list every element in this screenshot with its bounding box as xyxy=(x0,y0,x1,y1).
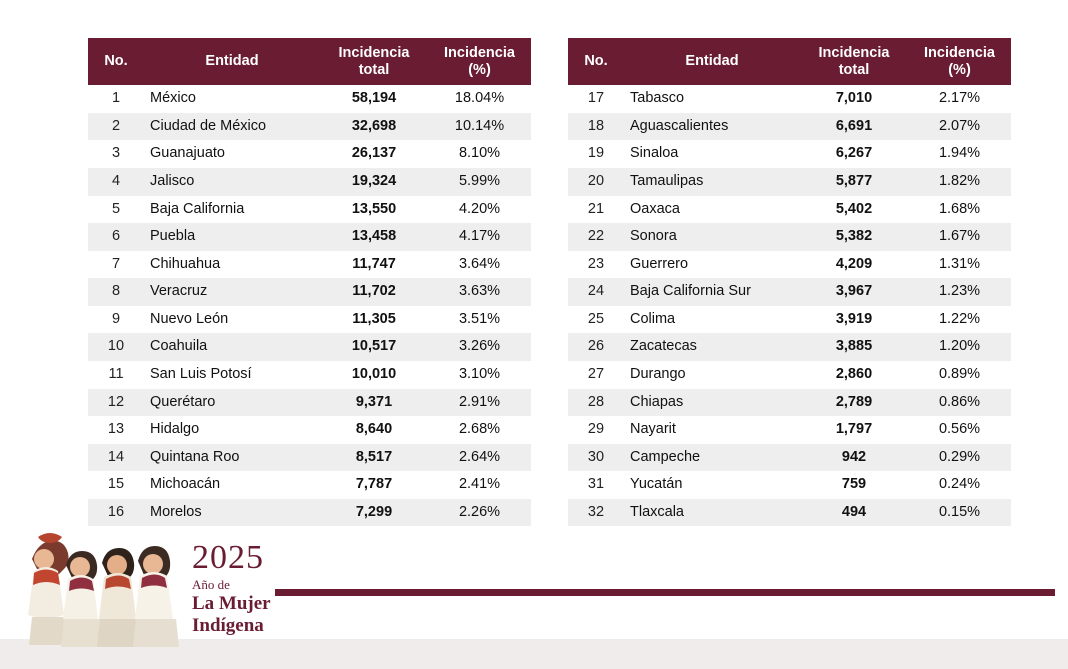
cell-no: 5 xyxy=(88,196,144,224)
table-row xyxy=(568,251,1011,279)
cell-incidencia-pct: 2.91% xyxy=(428,389,531,417)
header-incidencia-pct-line2: (%) xyxy=(948,61,971,78)
cell-no: 24 xyxy=(568,278,624,306)
cell-incidencia-pct: 1.68% xyxy=(908,196,1011,224)
cell-incidencia-total: 10,010 xyxy=(320,361,428,389)
cell-incidencia-total: 9,371 xyxy=(320,389,428,417)
logo-line-ano-de: Año de xyxy=(192,577,230,592)
cell-incidencia-pct: 3.64% xyxy=(428,251,531,279)
cell-incidencia-pct: 0.89% xyxy=(908,361,1011,389)
cell-no: 4 xyxy=(88,168,144,196)
footer-accent-rule xyxy=(275,589,1055,596)
cell-no: 13 xyxy=(88,416,144,444)
cell-entidad: Tabasco xyxy=(624,85,800,113)
cell-no: 31 xyxy=(568,471,624,499)
cell-entidad: Baja California Sur xyxy=(624,278,800,306)
cell-entidad: Puebla xyxy=(144,223,320,251)
cell-incidencia-pct: 1.31% xyxy=(908,251,1011,279)
logo-line-indigena: Indígena xyxy=(192,614,264,636)
table-left-body xyxy=(88,85,531,526)
table-row xyxy=(568,113,1011,141)
cell-entidad: Zacatecas xyxy=(624,333,800,361)
cell-entidad: Veracruz xyxy=(144,278,320,306)
header-incidencia-pct-line2: (%) xyxy=(468,61,491,78)
cell-no: 26 xyxy=(568,333,624,361)
cell-entidad: Durango xyxy=(624,361,800,389)
table-row xyxy=(568,168,1011,196)
cell-incidencia-total: 942 xyxy=(800,444,908,472)
cell-incidencia-pct: 3.26% xyxy=(428,333,531,361)
table-row xyxy=(88,444,531,472)
cell-incidencia-total: 8,640 xyxy=(320,416,428,444)
table-row xyxy=(88,278,531,306)
cell-incidencia-total: 5,382 xyxy=(800,223,908,251)
cell-incidencia-pct: 2.64% xyxy=(428,444,531,472)
cell-incidencia-total: 2,789 xyxy=(800,389,908,417)
logo-line-la-mujer: La Mujer xyxy=(192,593,271,615)
table-row xyxy=(568,85,1011,113)
table-header-row xyxy=(568,38,1011,85)
cell-no: 19 xyxy=(568,140,624,168)
cell-entidad: Coahuila xyxy=(144,333,320,361)
cell-incidencia-pct: 1.82% xyxy=(908,168,1011,196)
cell-incidencia-pct: 18.04% xyxy=(428,85,531,113)
cell-incidencia-total: 4,209 xyxy=(800,251,908,279)
cell-incidencia-pct: 2.68% xyxy=(428,416,531,444)
table-row xyxy=(568,361,1011,389)
cell-incidencia-total: 7,010 xyxy=(800,85,908,113)
cell-incidencia-total: 13,550 xyxy=(320,196,428,224)
cell-no: 30 xyxy=(568,444,624,472)
cell-incidencia-pct: 0.56% xyxy=(908,416,1011,444)
cell-incidencia-pct: 0.15% xyxy=(908,499,1011,527)
cell-incidencia-total: 58,194 xyxy=(320,85,428,113)
cell-incidencia-pct: 0.86% xyxy=(908,389,1011,417)
table-row xyxy=(88,251,531,279)
cell-no: 17 xyxy=(568,85,624,113)
cell-entidad: México xyxy=(144,85,320,113)
cell-no: 9 xyxy=(88,306,144,334)
logo-year: 2025 xyxy=(192,539,264,576)
cell-entidad: Quintana Roo xyxy=(144,444,320,472)
header-incidencia-total-line1: Incidencia xyxy=(818,45,890,61)
header-incidencia-pct xyxy=(428,38,531,85)
cell-incidencia-total: 6,691 xyxy=(800,113,908,141)
cell-entidad: Chihuahua xyxy=(144,251,320,279)
logo-text-block xyxy=(192,541,302,636)
cell-incidencia-total: 10,517 xyxy=(320,333,428,361)
cell-incidencia-total: 7,787 xyxy=(320,471,428,499)
cell-no: 8 xyxy=(88,278,144,306)
table-row xyxy=(88,389,531,417)
table-row xyxy=(88,85,531,113)
table-left-container xyxy=(88,38,515,526)
cell-incidencia-pct: 1.94% xyxy=(908,140,1011,168)
table-right-container xyxy=(568,38,995,526)
incidence-table-left xyxy=(88,38,531,526)
cell-no: 7 xyxy=(88,251,144,279)
cell-entidad: Sinaloa xyxy=(624,140,800,168)
table-row xyxy=(88,416,531,444)
cell-no: 21 xyxy=(568,196,624,224)
cell-no: 14 xyxy=(88,444,144,472)
cell-entidad: Nayarit xyxy=(624,416,800,444)
cell-no: 1 xyxy=(88,85,144,113)
cell-entidad: Sonora xyxy=(624,223,800,251)
table-row xyxy=(568,333,1011,361)
cell-incidencia-total: 11,702 xyxy=(320,278,428,306)
cell-incidencia-pct: 4.20% xyxy=(428,196,531,224)
table-header-row xyxy=(88,38,531,85)
cell-incidencia-pct: 3.10% xyxy=(428,361,531,389)
header-incidencia-total xyxy=(320,38,428,85)
table-row xyxy=(568,416,1011,444)
cell-incidencia-total: 759 xyxy=(800,471,908,499)
cell-incidencia-total: 5,402 xyxy=(800,196,908,224)
cell-entidad: Querétaro xyxy=(144,389,320,417)
cell-incidencia-pct: 1.67% xyxy=(908,223,1011,251)
cell-entidad: Aguascalientes xyxy=(624,113,800,141)
cell-incidencia-total: 11,747 xyxy=(320,251,428,279)
cell-incidencia-pct: 2.26% xyxy=(428,499,531,527)
table-row xyxy=(568,389,1011,417)
cell-no: 10 xyxy=(88,333,144,361)
cell-no: 11 xyxy=(88,361,144,389)
cell-no: 12 xyxy=(88,389,144,417)
header-entidad: Entidad xyxy=(624,38,800,85)
incidence-table-right xyxy=(568,38,1011,526)
cell-incidencia-total: 11,305 xyxy=(320,306,428,334)
cell-no: 18 xyxy=(568,113,624,141)
cell-incidencia-total: 3,885 xyxy=(800,333,908,361)
cell-incidencia-pct: 0.24% xyxy=(908,471,1011,499)
header-no: No. xyxy=(88,38,144,85)
cell-incidencia-pct: 2.41% xyxy=(428,471,531,499)
header-incidencia-total xyxy=(800,38,908,85)
table-right-body xyxy=(568,85,1011,526)
cell-no: 20 xyxy=(568,168,624,196)
cell-incidencia-total: 3,919 xyxy=(800,306,908,334)
cell-incidencia-total: 494 xyxy=(800,499,908,527)
cell-entidad: Morelos xyxy=(144,499,320,527)
cell-incidencia-total: 19,324 xyxy=(320,168,428,196)
table-row xyxy=(88,223,531,251)
cell-incidencia-pct: 1.22% xyxy=(908,306,1011,334)
cell-incidencia-pct: 0.29% xyxy=(908,444,1011,472)
cell-incidencia-total: 5,877 xyxy=(800,168,908,196)
table-row xyxy=(568,471,1011,499)
cell-incidencia-pct: 8.10% xyxy=(428,140,531,168)
header-incidencia-total-line1: Incidencia xyxy=(338,45,410,61)
cell-incidencia-pct: 1.20% xyxy=(908,333,1011,361)
header-no: No. xyxy=(568,38,624,85)
cell-incidencia-pct: 3.51% xyxy=(428,306,531,334)
cell-entidad: Chiapas xyxy=(624,389,800,417)
table-row xyxy=(88,168,531,196)
cell-incidencia-total: 26,137 xyxy=(320,140,428,168)
cell-no: 15 xyxy=(88,471,144,499)
cell-incidencia-total: 1,797 xyxy=(800,416,908,444)
table-row xyxy=(568,196,1011,224)
cell-incidencia-total: 3,967 xyxy=(800,278,908,306)
cell-entidad: Guanajuato xyxy=(144,140,320,168)
table-row xyxy=(568,140,1011,168)
cell-entidad: Baja California xyxy=(144,196,320,224)
header-incidencia-pct xyxy=(908,38,1011,85)
cell-incidencia-pct: 1.23% xyxy=(908,278,1011,306)
table-row xyxy=(88,471,531,499)
table-row xyxy=(88,113,531,141)
cell-entidad: Colima xyxy=(624,306,800,334)
cell-no: 16 xyxy=(88,499,144,527)
cell-incidencia-total: 13,458 xyxy=(320,223,428,251)
cell-entidad: Oaxaca xyxy=(624,196,800,224)
table-row xyxy=(568,306,1011,334)
cell-entidad: Michoacán xyxy=(144,471,320,499)
cell-no: 27 xyxy=(568,361,624,389)
government-logo xyxy=(14,525,274,645)
header-incidencia-pct-line1: Incidencia xyxy=(924,45,995,61)
cell-incidencia-total: 32,698 xyxy=(320,113,428,141)
table-left-header xyxy=(88,38,531,85)
cell-no: 23 xyxy=(568,251,624,279)
cell-entidad: Ciudad de México xyxy=(144,113,320,141)
table-row xyxy=(88,196,531,224)
cell-entidad: Guerrero xyxy=(624,251,800,279)
table-row xyxy=(568,278,1011,306)
cell-no: 25 xyxy=(568,306,624,334)
header-incidencia-pct-line1: Incidencia xyxy=(444,45,515,61)
cell-no: 29 xyxy=(568,416,624,444)
cell-entidad: Hidalgo xyxy=(144,416,320,444)
cell-entidad: Tamaulipas xyxy=(624,168,800,196)
cell-entidad: Jalisco xyxy=(144,168,320,196)
cell-incidencia-total: 2,860 xyxy=(800,361,908,389)
header-incidencia-total-line2: total xyxy=(358,61,390,78)
slide-footer xyxy=(0,517,1068,669)
cell-incidencia-total: 8,517 xyxy=(320,444,428,472)
table-row xyxy=(88,140,531,168)
cell-entidad: Tlaxcala xyxy=(624,499,800,527)
cell-incidencia-pct: 3.63% xyxy=(428,278,531,306)
header-entidad: Entidad xyxy=(144,38,320,85)
cell-entidad: Yucatán xyxy=(624,471,800,499)
cell-incidencia-total: 6,267 xyxy=(800,140,908,168)
table-row xyxy=(88,306,531,334)
cell-no: 32 xyxy=(568,499,624,527)
cell-incidencia-pct: 4.17% xyxy=(428,223,531,251)
cell-entidad: Nuevo León xyxy=(144,306,320,334)
table-row xyxy=(88,333,531,361)
cell-no: 28 xyxy=(568,389,624,417)
indigenous-women-illustration xyxy=(24,529,184,647)
table-row xyxy=(88,361,531,389)
cell-no: 22 xyxy=(568,223,624,251)
cell-no: 6 xyxy=(88,223,144,251)
table-right-header xyxy=(568,38,1011,85)
cell-entidad: Campeche xyxy=(624,444,800,472)
cell-incidencia-total: 7,299 xyxy=(320,499,428,527)
cell-entidad: San Luis Potosí xyxy=(144,361,320,389)
table-row xyxy=(568,444,1011,472)
table-row xyxy=(568,223,1011,251)
header-incidencia-total-line2: total xyxy=(838,61,870,78)
cell-incidencia-pct: 2.07% xyxy=(908,113,1011,141)
cell-incidencia-pct: 10.14% xyxy=(428,113,531,141)
cell-incidencia-pct: 2.17% xyxy=(908,85,1011,113)
cell-no: 2 xyxy=(88,113,144,141)
cell-incidencia-pct: 5.99% xyxy=(428,168,531,196)
cell-no: 3 xyxy=(88,140,144,168)
